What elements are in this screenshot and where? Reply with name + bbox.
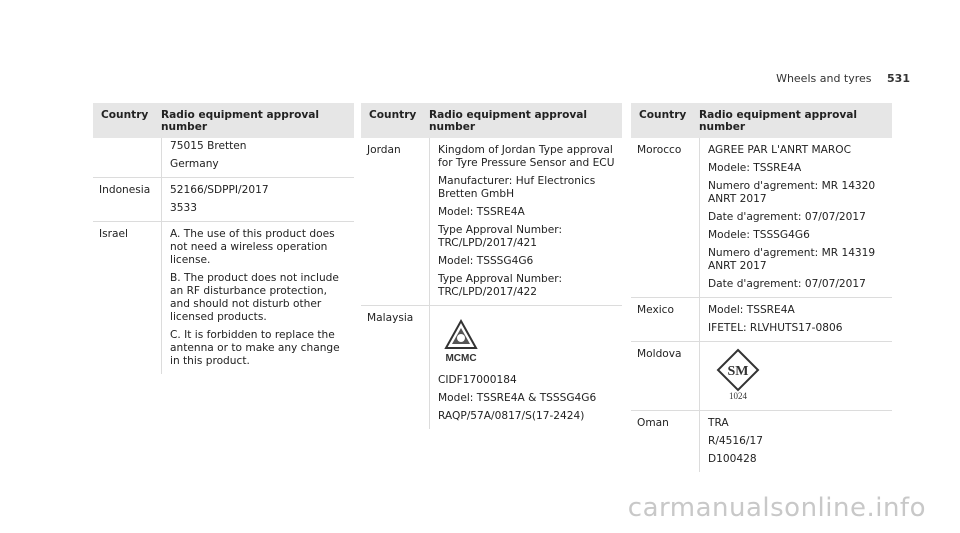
svg-text:SM: SM [727,364,749,379]
mcmc-logo [438,318,616,368]
table-row [631,138,892,298]
approval-line: Model: TSSRE4A [438,206,525,218]
table-row [93,138,354,178]
approval-line: CIDF17000184 [438,374,517,386]
approval-line: Kingdom of Jordan Type approval for Tyre Pressure Sensor and ECU [438,144,615,169]
approval-line: 75015 Bretten [170,140,247,152]
approval-line: C. It is forbidden to replace the antenna or to make any change in this product. [170,329,340,367]
approval-line: Model: TSSSG4G6 [438,255,534,267]
approval-line: Modele: TSSRE4A [708,162,802,174]
approval-line: IFETEL: RLVHUTS17-0806 [708,322,843,334]
approval-header: Radio equipment approval number [429,109,588,133]
page-number: 531 [887,72,910,85]
approval-line: B. The product does not include an RF disturbance protection, and should not disturb other licensed products. [170,272,339,323]
approval-header: Radio equipment approval number [699,109,858,133]
table-row [361,138,622,306]
approval-line: Type Approval Number: TRC/LPD/2017/421 [438,224,563,249]
table-row [631,298,892,342]
approval-line: Germany [170,158,219,170]
country-cell [93,138,161,177]
approval-header: Radio equipment approval number [161,109,320,133]
approval-line: Model: TSSRE4A [708,304,795,316]
country-cell: Malaysia [367,312,414,324]
table-header [631,103,892,138]
approval-table-3 [631,103,892,472]
country-cell: Morocco [637,144,682,156]
approval-line: R/4516/17 [708,435,763,447]
approval-line: Modele: TSSSG4G6 [708,229,810,241]
approval-line: TRA [708,417,729,429]
table-row [93,178,354,222]
approval-line: 3533 [170,202,197,214]
country-cell: Jordan [367,144,401,156]
country-header: Country [639,109,687,121]
country-cell: Israel [99,228,128,240]
approval-line: 52166/SDPPI/2017 [170,184,269,196]
approval-line: Manufacturer: Huf Electronics Bretten GmbH [438,175,596,200]
table-row [361,306,622,429]
watermark: carmanualsonline.info [627,493,926,523]
country-header: Country [369,109,417,121]
moldova-conformity-mark [708,348,886,404]
approval-table-2 [361,103,622,429]
table-row [631,342,892,411]
table-row [93,222,354,374]
moldova-mark-text: 1024 [729,391,747,400]
country-cell: Moldova [637,348,682,360]
approval-line: Date d'agrement: 07/07/2017 [708,211,866,223]
approval-line: Model: TSSRE4A & TSSSG4G6 [438,392,597,404]
country-cell: Mexico [637,304,674,316]
approval-line: Type Approval Number: TRC/LPD/2017/422 [438,273,563,298]
running-head [776,72,910,85]
approval-line: Numero d'agrement: MR 14320 ANRT 2017 [708,180,876,205]
approval-line: Numero d'agrement: MR 14319 ANRT 2017 [708,247,876,272]
table-row [631,411,892,472]
moldova-mark-icon [708,348,768,400]
country-header: Country [101,109,149,121]
table-header [93,103,354,138]
country-cell: Indonesia [99,184,151,196]
approval-line: AGREE PAR L'ANRT MAROC [708,144,851,156]
mcmc-logo-icon [438,318,484,364]
mcmc-logo-text: MCMC [445,353,477,364]
country-cell: Oman [637,417,669,429]
table-header [361,103,622,138]
approval-table-1 [93,103,354,374]
approval-line: A. The use of this product does not need a wireless operation license. [170,228,335,266]
approval-line: D100428 [708,453,757,465]
approval-line: Date d'agrement: 07/07/2017 [708,278,866,290]
section-title: Wheels and tyres [776,72,872,85]
approval-line: RAQP/57A/0817/S(17-2424) [438,410,585,422]
